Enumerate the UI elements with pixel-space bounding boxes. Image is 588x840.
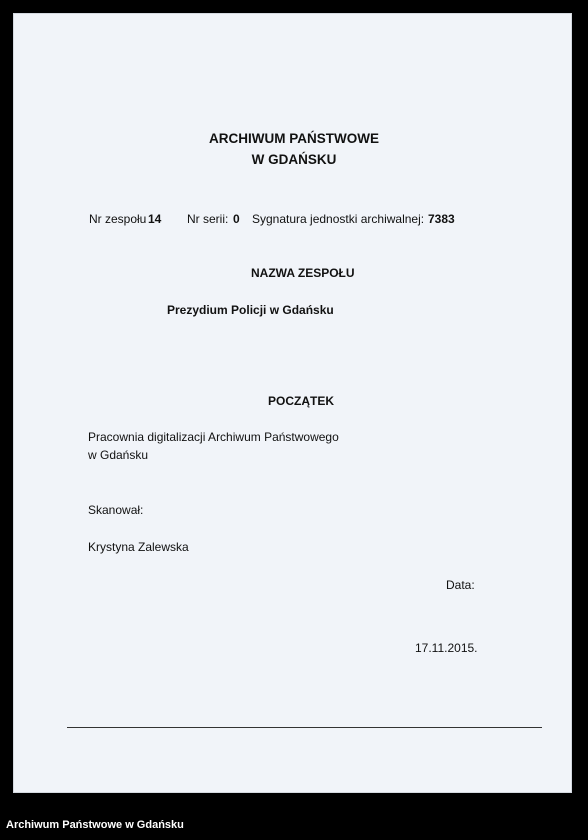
zespol-label: Nr zespołu [89,212,147,226]
archive-title-line2: W GDAŃSKU [251,152,337,167]
sygnatura-value: 7383 [428,212,455,226]
zespol-value: 14 [148,212,162,226]
signature-line [67,727,542,728]
footer-caption: Archiwum Państwowe w Gdańsku [6,819,184,831]
scan-name: Krystyna Zalewska [88,540,189,554]
serii-label: Nr serii: [187,212,229,226]
date-value: 17.11.2015. [415,641,478,655]
fonds-name: Prezydium Policji w Gdańsku [167,303,334,317]
scan-label: Skanował: [88,503,144,517]
sygnatura-label: Sygnatura jednostki archiwalnej: [252,212,425,226]
start-line1: Pracownia digitalizacji Archiwum Państwowego [88,430,339,444]
serii-value: 0 [233,212,240,226]
start-line2: w Gdańsku [88,448,149,462]
fonds-heading: NAZWA ZESPOŁU [251,266,355,280]
archive-title-line1: ARCHIWUM PAŃSTWOWE [209,131,379,146]
date-label: Data: [446,578,475,592]
start-heading: POCZĄTEK [268,394,334,408]
